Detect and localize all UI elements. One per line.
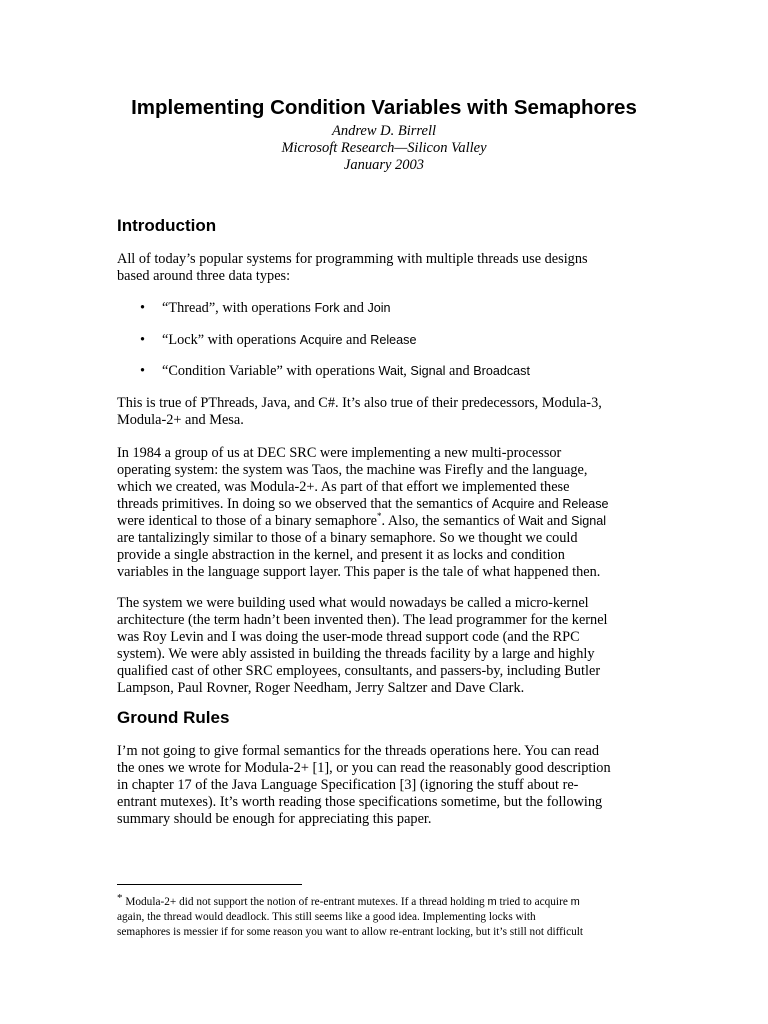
text-line: In 1984 a group of us at DEC SRC were implementing a new multi-processor bbox=[117, 445, 562, 461]
text-line bbox=[117, 891, 677, 910]
text-run: . Also, the semantics of bbox=[381, 513, 519, 529]
bullet-text: and bbox=[339, 300, 368, 316]
intro-paragraph-2 bbox=[117, 395, 657, 429]
code-term: Wait bbox=[518, 514, 544, 528]
text-line: which we created, was Modula-2+. As part of that effort we implemented these bbox=[117, 479, 570, 495]
paper-date: January 2003 bbox=[343, 157, 425, 173]
text-run: and bbox=[543, 513, 572, 529]
intro-paragraph-1 bbox=[117, 251, 657, 285]
bullet-text: “Thread”, with operations bbox=[162, 300, 315, 316]
code-term: m bbox=[487, 896, 497, 908]
text-line bbox=[117, 513, 657, 530]
intro-paragraph-3 bbox=[117, 445, 657, 581]
bullet-dot: • bbox=[140, 363, 146, 379]
code-term: Acquire bbox=[299, 333, 343, 347]
text-line: I’m not going to give formal semantics for the threads operations here. You can read bbox=[117, 743, 599, 759]
text-line: The system we were building used what would nowadays be called a micro-kernel bbox=[117, 595, 589, 611]
section-heading-introduction: Introduction bbox=[117, 216, 217, 235]
text-line: are tantalizingly similar to those of a binary semaphore. So we thought we could bbox=[117, 530, 578, 546]
ground-rules-paragraph-1 bbox=[117, 743, 657, 828]
text-line: provide a single abstraction in the kernel, and present it as locks and condition bbox=[117, 547, 565, 563]
text-line: All of today’s popular systems for programming with multiple threads use designs bbox=[117, 251, 588, 267]
code-term: Signal bbox=[410, 364, 446, 378]
text-line: the ones we wrote for Modula-2+ [1], or you can read the reasonably good description bbox=[117, 760, 611, 776]
code-term: Release bbox=[562, 497, 609, 511]
text-line: in chapter 17 of the Java Language Specification [3] (ignoring the stuff about re- bbox=[117, 777, 579, 793]
text-line: This is true of PThreads, Java, and C#. It’s also true of their predecessors, Modula-3, bbox=[117, 395, 602, 411]
bullet-dot: • bbox=[140, 332, 146, 348]
intro-paragraph-4 bbox=[117, 595, 657, 697]
code-term: Acquire bbox=[491, 497, 535, 511]
text-line: was Roy Levin and I was doing the user-mode thread support code (and the RPC bbox=[117, 629, 580, 645]
bullet-dot: • bbox=[140, 300, 146, 316]
bullet-item-thread bbox=[162, 300, 391, 317]
text-line: summary should be enough for appreciating this paper. bbox=[117, 811, 432, 827]
bullet-text: “Condition Variable” with operations bbox=[162, 363, 379, 379]
code-term: m bbox=[570, 896, 580, 908]
bullet-item-condition-variable bbox=[162, 363, 530, 380]
text-line: Lampson, Paul Rovner, Roger Needham, Jerry Saltzer and Dave Clark. bbox=[117, 680, 525, 696]
bullet-item-lock bbox=[162, 332, 416, 349]
bullet-text: , bbox=[403, 363, 411, 379]
text-run: tried to acquire bbox=[496, 896, 571, 908]
code-term: Fork bbox=[314, 301, 340, 315]
text-line: entrant mutexes). It’s worth reading those specifications sometime, but the following bbox=[117, 794, 603, 810]
text-line: again, the thread would deadlock. This still seems like a good idea. Implementing locks with bbox=[117, 911, 536, 923]
text-line: operating system: the system was Taos, the machine was Firefly and the language, bbox=[117, 462, 588, 478]
text-run: threads primitives. In doing so we observed that the semantics of bbox=[117, 496, 492, 512]
bullet-text: and bbox=[342, 332, 371, 348]
code-term: Broadcast bbox=[473, 364, 530, 378]
text-line: semaphores is messier if for some reason you want to allow re-entrant locking, but it’s still not difficult bbox=[117, 926, 584, 938]
code-term: Signal bbox=[571, 514, 607, 528]
text-line: variables in the language support layer. This paper is the tale of what happened then. bbox=[117, 564, 601, 580]
footnote-divider bbox=[117, 884, 302, 885]
author-name: Andrew D. Birrell bbox=[331, 123, 437, 139]
text-line bbox=[117, 496, 657, 513]
bullet-text: “Lock” with operations bbox=[162, 332, 300, 348]
text-line: based around three data types: bbox=[117, 268, 291, 284]
text-line: architecture (the term hadn’t been invented then). The lead programmer for the kernel bbox=[117, 612, 608, 628]
text-line: system). We were ably assisted in building the threads facility by a large and highly bbox=[117, 646, 595, 662]
author-affiliation: Microsoft Research—Silicon Valley bbox=[281, 140, 487, 156]
code-term: Release bbox=[370, 333, 417, 347]
text-run: Modula-2+ did not support the notion of re-entrant mutexes. If a thread holding bbox=[122, 896, 488, 908]
text-run: were identical to those of a binary semaphore bbox=[117, 513, 378, 529]
footnote-reference: * bbox=[377, 511, 382, 521]
text-line: Modula-2+ and Mesa. bbox=[117, 412, 244, 428]
footnote bbox=[117, 891, 677, 940]
code-term: Wait bbox=[378, 364, 404, 378]
bullet-text: and bbox=[445, 363, 474, 379]
code-term: Join bbox=[367, 301, 391, 315]
paper-title: Implementing Condition Variables with Semaphores bbox=[131, 96, 637, 119]
text-line: qualified cast of other SRC employees, consultants, and passers-by, including Butler bbox=[117, 663, 601, 679]
footnote-mark: * bbox=[117, 892, 123, 904]
section-heading-ground-rules: Ground Rules bbox=[117, 708, 230, 727]
text-run: and bbox=[534, 496, 563, 512]
